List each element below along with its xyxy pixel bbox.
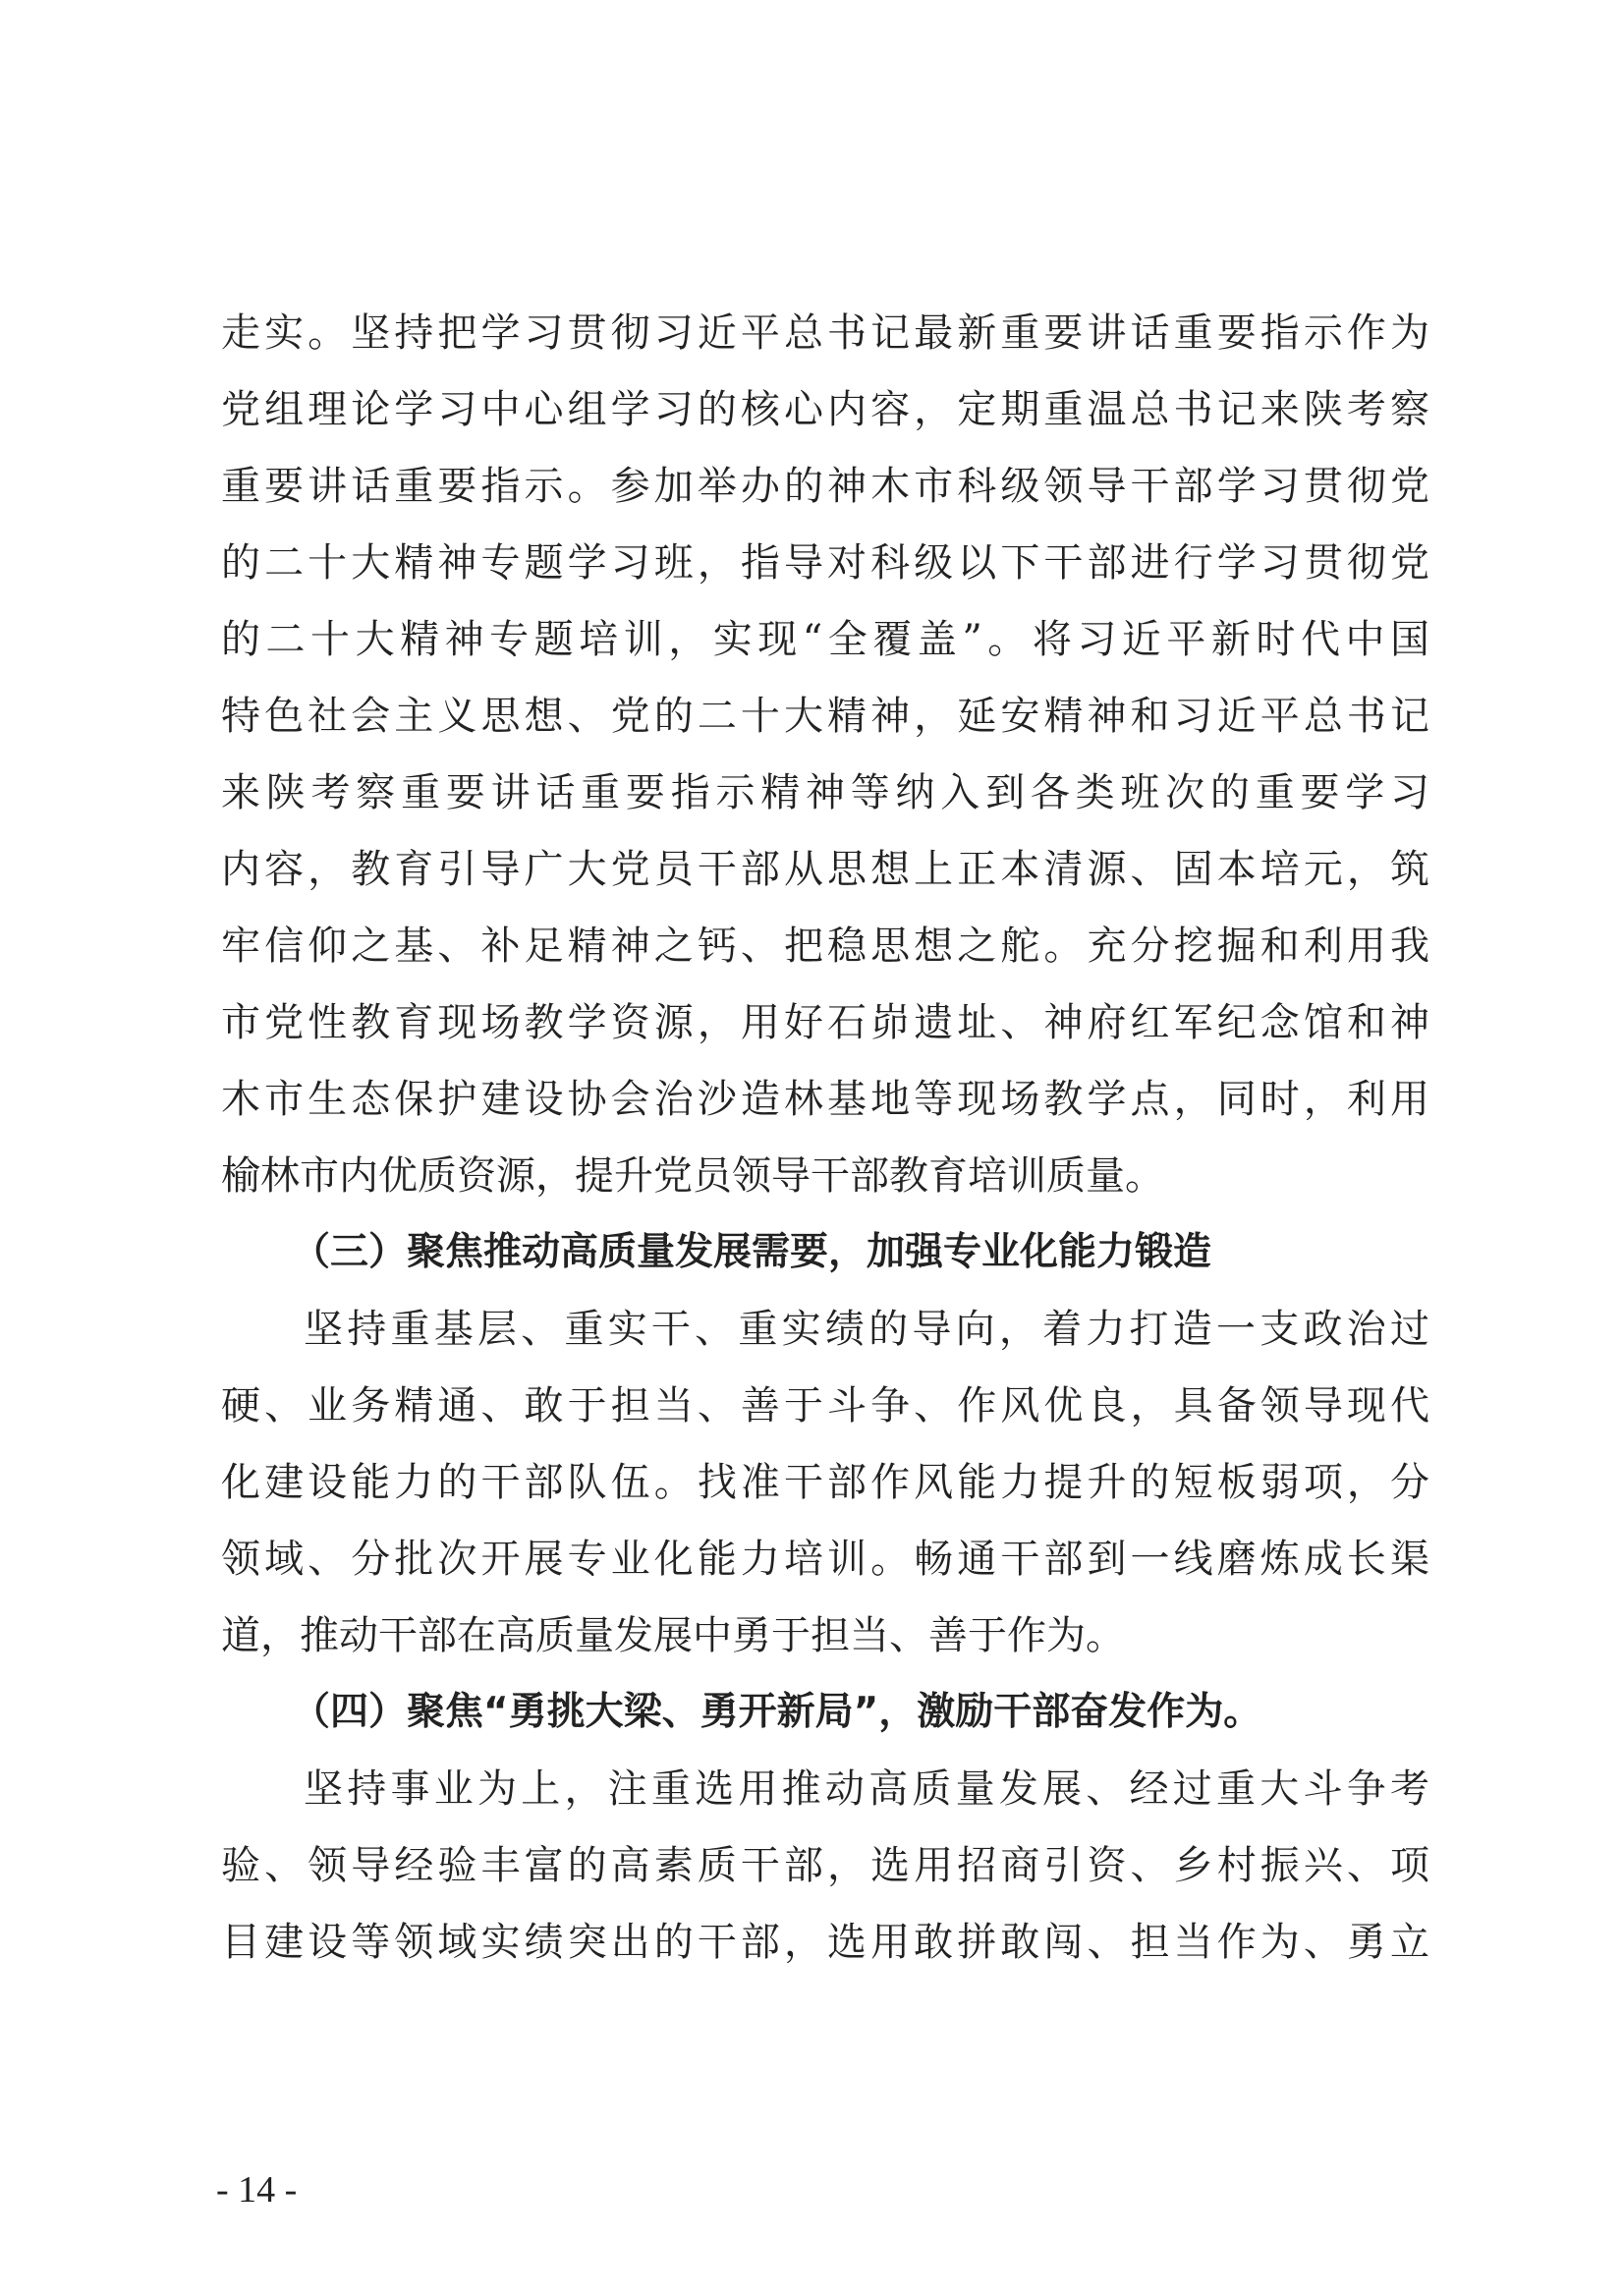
paragraph-line: 领域、分批次开展专业化能力培训。畅通干部到一线磨炼成长渠	[221, 1537, 1429, 1582]
paragraph-line: 目建设等领域实绩突出的干部，选用敢拼敢闯、担当作为、勇立	[221, 1920, 1429, 1965]
paragraph-line: 走实。坚持把学习贯彻习近平总书记最新重要讲话重要指示作为	[221, 310, 1429, 356]
section-heading: （四）聚焦“勇挑大梁、勇开新局”，激励干部奋发作为。	[292, 1690, 1262, 1734]
paragraph-line: 验、领导经验丰富的高素质干部，选用招商引资、乡村振兴、项	[221, 1843, 1429, 1888]
paragraph-line: 坚持事业为上，注重选用推动高质量发展、经过重大斗争考	[304, 1766, 1429, 1812]
paragraph-line: 内容，教育引导广大党员干部从思想上正本清源、固本培元，筑	[221, 847, 1429, 892]
paragraph-line: 坚持重基层、重实干、重实绩的导向，着力打造一支政治过	[304, 1307, 1429, 1352]
paragraph-line: 木市生态保护建设协会治沙造林基地等现场教学点，同时，利用	[221, 1077, 1429, 1122]
paragraph-line: 市党性教育现场教学资源，用好石峁遗址、神府红军纪念馆和神	[221, 1000, 1429, 1045]
page-body	[221, 295, 1429, 1981]
paragraph-line: 榆林市内优质资源，提升党员领导干部教育培训质量。	[221, 1153, 1164, 1199]
paragraph-line: 道，推动干部在高质量发展中勇于担当、善于作为。	[221, 1613, 1125, 1658]
paragraph-line: 重要讲话重要指示。参加举办的神木市科级领导干部学习贯彻党	[221, 464, 1429, 509]
paragraph-line: 硬、业务精通、敢于担当、善于斗争、作风优良，具备领导现代	[221, 1383, 1429, 1428]
paragraph-line: 来陕考察重要讲话重要指示精神等纳入到各类班次的重要学习	[221, 770, 1429, 815]
paragraph-line: 的二十大精神专题培训，实现“全覆盖”。将习近平新时代中国	[221, 617, 1429, 662]
paragraph-line: 牢信仰之基、补足精神之钙、把稳思想之舵。充分挖掘和利用我	[221, 924, 1429, 969]
paragraph-line: 化建设能力的干部队伍。找准干部作风能力提升的短板弱项，分	[221, 1460, 1429, 1505]
paragraph-line: 的二十大精神专题学习班，指导对科级以下干部进行学习贯彻党	[221, 540, 1429, 586]
page-number: - 14 -	[216, 2169, 298, 2211]
paragraph-line: 党组理论学习中心组学习的核心内容，定期重温总书记来陕考察	[221, 387, 1429, 432]
section-heading: （三）聚焦推动高质量发展需要，加强专业化能力锻造	[292, 1230, 1212, 1274]
paragraph-line: 特色社会主义思想、党的二十大精神，延安精神和习近平总书记	[221, 694, 1429, 739]
